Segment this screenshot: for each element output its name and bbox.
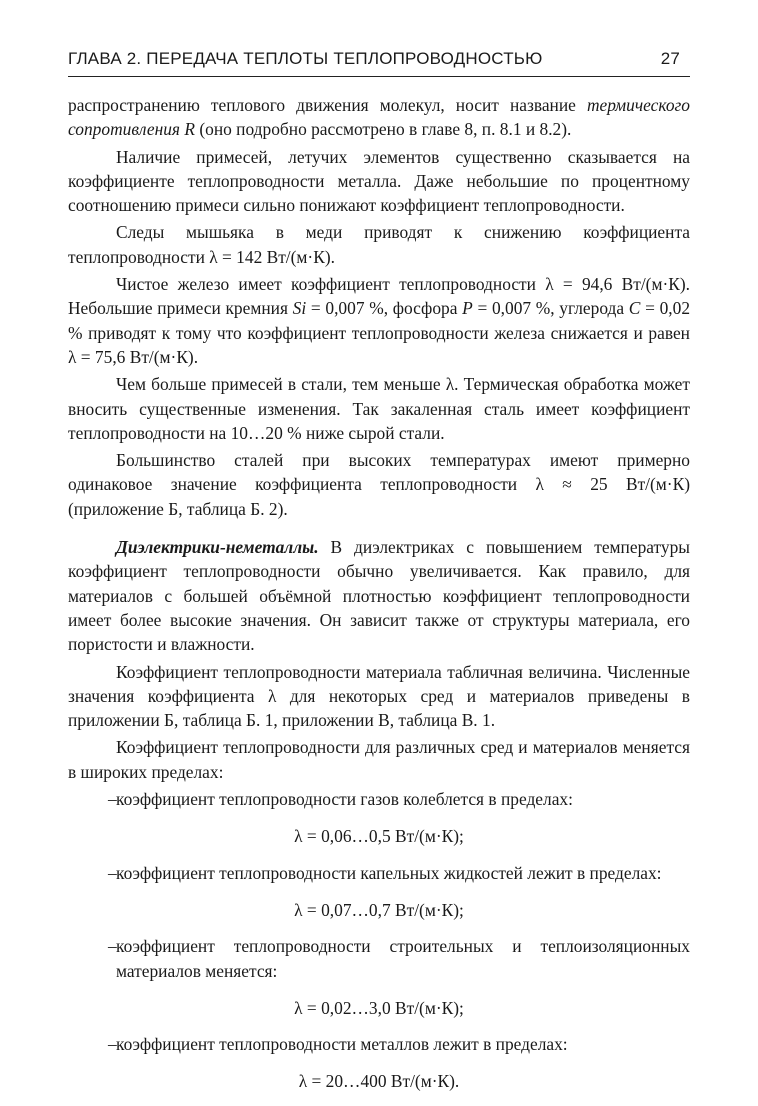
list-item-text: коэффициент теплопроводности капельных жидкостей лежит в пределах: (116, 862, 662, 883)
p4-text-b: = 0,007 %, фосфора (306, 298, 463, 319)
paragraph-3: Следы мышьяка в меди приводят к снижению коэффициента теплопроводности λ = 142 Вт/(м·К). (68, 222, 690, 267)
dash-marker: – (108, 789, 117, 810)
formula: λ = 0,02…3,0 Вт/(м·К); (294, 997, 464, 1018)
formula: λ = 20…400 Вт/(м·К). (298, 1071, 460, 1092)
paragraph-2: Наличие примесей, летучих элементов существенно сказывается на коэффициенте теплопроводности металла. Даже небольшие по процентному соотношению примеси сильно понижают коэффициент теплопроводности. (68, 146, 690, 216)
page-number: 27 (660, 49, 680, 68)
p1-text-a: распространению теплового движения молекул, носит название (68, 95, 587, 115)
dash-marker: – (108, 1034, 117, 1055)
formula: λ = 0,07…0,7 Вт/(м·К); (294, 899, 464, 920)
p4-text-d: = 0,02 % приводят к тому что коэффициент теплопроводности железа снижается и равен λ = 75,6 Вт/(м·К). (68, 298, 691, 367)
paragraph-9: Коэффициент теплопроводности для различных сред и материалов меняется в широких пределах: (68, 737, 690, 782)
running-header (68, 46, 690, 77)
symbol-c: C (628, 298, 641, 319)
paragraph-6: Большинство сталей при высоких температурах имеют примерно одинаковое значение коэффициента теплопроводности λ ≈ 25 Вт/(м·К) (приложение Б, таблица Б. 2). (68, 450, 690, 519)
section-lead-dielectrics: Диэлектрики-неметаллы. (116, 537, 319, 558)
list-item-text: коэффициент теплопроводности строительных и теплоизоляционных материалов меняется: (116, 936, 690, 981)
chapter-title: ГЛАВА 2. ПЕРЕДАЧА ТЕПЛОТЫ ТЕПЛОПРОВОДНОСТЬЮ (68, 49, 543, 68)
list-item (68, 787, 690, 811)
paragraph-4 (68, 272, 690, 369)
paragraph-1 (68, 93, 690, 142)
dash-marker: – (108, 862, 117, 883)
formula: λ = 0,06…0,5 Вт/(м·К); (294, 826, 464, 847)
paragraph-8: Коэффициент теплопроводности материала табличная величина. Численные значения коэффициента λ для некоторых сред и материалов приведены в приложении Б, таблица Б. 1, приложении В, таблица В. 1. (68, 661, 690, 731)
list-item-text: коэффициент теплопроводности металлов лежит в пределах: (116, 1034, 568, 1055)
p1-text-b: (оно подробно рассмотрено в главе 8, п. 8.1 и 8.2). (194, 119, 572, 140)
p4-text-c: = 0,007 %, углерода (472, 298, 629, 319)
p7-text: В диэлектриках с повышением температуры коэффициент теплопроводности обычно увеличивается. Как правило, для материалов с большей объёмной плотностью коэффициент теплопроводности имеет более высокие значения. Он зависит также от структуры материала, его пористости и влажности. (68, 537, 690, 655)
list-item (68, 1032, 690, 1056)
body-text (68, 93, 690, 1106)
symbol-si: Si (292, 298, 307, 319)
symbol-p: P (462, 298, 473, 319)
list-item (68, 934, 690, 983)
p4-text-a: Чистое железо имеет коэффициент теплопроводности λ = 94,6 Вт/(м·К). Небольшие примеси кремния (68, 274, 690, 319)
list-item-text: коэффициент теплопроводности газов колеблется в пределах: (116, 789, 573, 810)
term-thermal-resistance: термического сопротивления R (68, 95, 690, 140)
dash-marker: – (108, 936, 117, 957)
paragraph-5: Чем больше примесей в стали, тем меньше λ. Термическая обработка может вносить существенные изменения. Так закаленная сталь имеет коэффициент теплопроводности на 10…20 % ниже сырой стали. (68, 374, 690, 443)
list-item (68, 861, 690, 885)
paragraph-7 (68, 535, 690, 656)
